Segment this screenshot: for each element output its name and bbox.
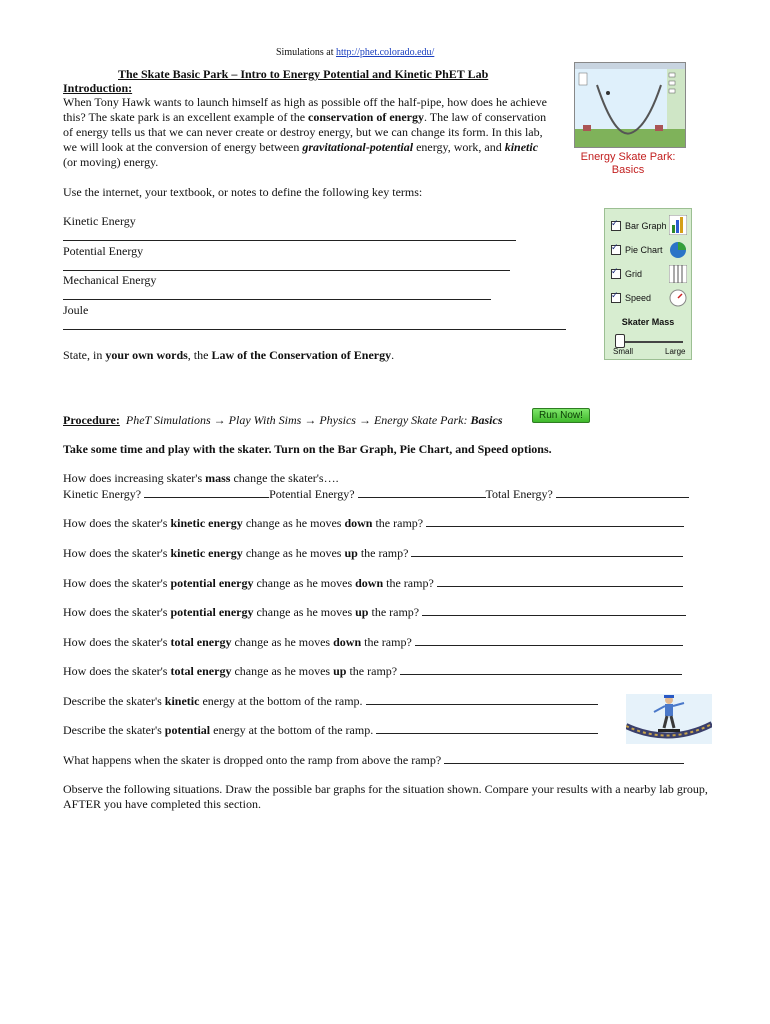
header-line [276, 45, 434, 60]
panel-item-grid: ✓ Grid [611, 269, 642, 279]
answer-blank[interactable] [366, 693, 598, 705]
answer-blank[interactable] [376, 722, 598, 734]
sim-screenshot-graphic [575, 63, 685, 147]
procedure-path-bold: Basics [470, 413, 503, 427]
checkbox-icon [611, 221, 621, 231]
skater-image [626, 694, 712, 744]
sim-caption-line2: Basics [611, 164, 645, 176]
mass-small-label: Small [613, 347, 634, 356]
mass-slider-handle[interactable] [615, 334, 625, 348]
answer-blank[interactable] [415, 634, 683, 646]
describe-potential: Describe the skater's potential energy at the bottom of the ramp. [63, 722, 598, 738]
blank-mass-total[interactable] [556, 486, 689, 498]
mass-large-label: Large [665, 347, 686, 356]
pie-chart-icon [669, 241, 687, 259]
answer-blank[interactable] [444, 752, 684, 764]
question-pe-down: How does the skater's potential energy change as he moves down the ramp? [63, 575, 683, 591]
header-prefix: Simulations at [276, 47, 336, 58]
blank-kinetic-energy[interactable] [63, 240, 516, 241]
mass-slider-track[interactable] [615, 341, 683, 343]
answer-blank[interactable] [437, 575, 683, 587]
instruction-text: Take some time and play with the skater. Turn on the Bar Graph, Pie Chart, and Speed options. [63, 442, 552, 456]
sim-screenshot [574, 62, 686, 148]
answer-blank[interactable] [426, 515, 684, 527]
panel-item-pie-chart: ✓ Pie Chart [611, 245, 663, 255]
intro-heading: Introduction: [63, 81, 133, 95]
procedure-label: Procedure: [63, 413, 120, 427]
sim-caption [580, 151, 676, 177]
answer-blank[interactable] [411, 545, 683, 557]
question-te-down: How does the skater's total energy change as he moves down the ramp? [63, 634, 683, 650]
checkbox-icon [611, 293, 621, 303]
bar-graph-icon [669, 215, 687, 235]
describe-kinetic: Describe the skater's kinetic energy at the bottom of the ramp. [63, 693, 598, 709]
term-joule: Joule [63, 303, 89, 317]
mass-answers-line: Kinetic Energy? Potential Energy? Total Energy? [63, 486, 689, 502]
question-te-up: How does the skater's total energy change as he moves up the ramp? [63, 663, 682, 679]
mass-question: How does increasing skater's mass change the skater's…. [63, 471, 339, 485]
sim-caption-line1: Energy Skate Park: [580, 151, 676, 163]
define-prompt: Use the internet, your textbook, or notes to define the following key terms: [63, 185, 423, 199]
checkbox-icon [611, 245, 621, 255]
question-dropped: What happens when the skater is dropped onto the ramp from above the ramp? [63, 752, 684, 768]
intro-paragraph: When Tony Hawk wants to launch himself as high as possible off the half-pipe, how does he achieve this? The skate park is an excellent example of the conservation of energy. The law of conservation of energy tells us that we can never create or destroy energy, but we can change its form. In this lab, we will look at the conversion of energy between gravitational-potential energy, work, and kinetic (or moving) energy. [63, 95, 547, 169]
skater-mass-label: Skater Mass [621, 317, 675, 327]
blank-mass-potential[interactable] [358, 486, 486, 498]
blank-potential-energy[interactable] [63, 270, 510, 271]
grid-icon [669, 265, 687, 283]
term-potential-energy: Potential Energy [63, 244, 144, 258]
question-ke-up: How does the skater's kinetic energy change as he moves up the ramp? [63, 545, 683, 561]
procedure-path: PheT Simulations → Play With Sims → Physics → Energy Skate Park: [125, 413, 471, 427]
skater-graphic [626, 694, 712, 744]
term-mechanical-energy: Mechanical Energy [63, 273, 157, 287]
run-now-button[interactable]: Run Now! [532, 408, 590, 423]
blank-joule[interactable] [63, 329, 566, 330]
page-title: The Skate Basic Park – Intro to Energy Potential and Kinetic PhET Lab [118, 67, 489, 81]
sim-control-panel [604, 208, 692, 360]
term-kinetic-energy: Kinetic Energy [63, 214, 136, 228]
blank-mechanical-energy[interactable] [63, 299, 491, 300]
observe-paragraph: Observe the following situations. Draw the possible bar graphs for the situation shown. Compare your results with a nearby lab group, AFTER you have completed this section. [63, 782, 708, 811]
procedure-line [63, 413, 503, 428]
checkbox-icon [611, 269, 621, 279]
state-law-prompt: State, in your own words, the Law of the Conservation of Energy. [63, 348, 395, 362]
speedometer-icon [669, 289, 687, 307]
panel-item-speed: ✓ Speed [611, 293, 651, 303]
panel-item-bar-graph: ✓ Bar Graph [611, 221, 667, 231]
question-pe-up: How does the skater's potential energy change as he moves up the ramp? [63, 604, 686, 620]
question-ke-down: How does the skater's kinetic energy change as he moves down the ramp? [63, 515, 684, 531]
phet-link[interactable]: http://phet.colorado.edu/ [336, 47, 435, 58]
blank-mass-kinetic[interactable] [144, 486, 269, 498]
answer-blank[interactable] [400, 663, 682, 675]
answer-blank[interactable] [422, 604, 686, 616]
